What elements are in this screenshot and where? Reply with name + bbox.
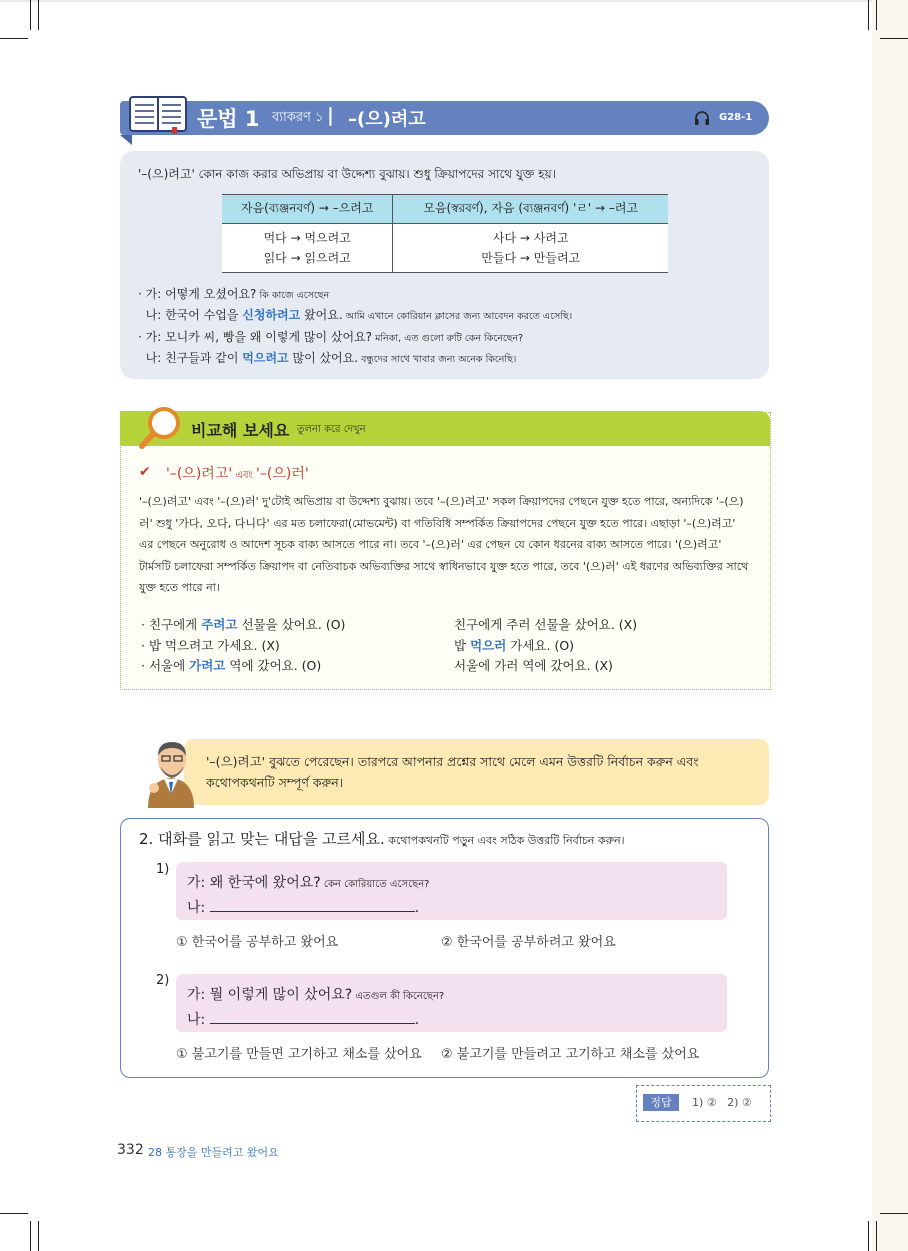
compare-example-right: 밥 먹으러 가세요. (O) xyxy=(454,638,575,653)
answer-blank[interactable] xyxy=(210,897,415,912)
compare-subtitle: তুলনা করে দেখুন xyxy=(297,424,366,435)
table-header: 자음(ব্যঞ্জনবর্ণ) → –으려고 xyxy=(222,195,393,224)
example-line: 나: 한국어 수업을 신청하려고 왔어요. আমি এখানে কোরিয়ান ক্লাসের জন্য আবেদন করতে এসেছি। xyxy=(138,308,573,322)
page-title: 문법 1 xyxy=(197,107,260,131)
page-margin-strip xyxy=(872,0,908,1251)
conjugation-table xyxy=(222,194,668,273)
table-cell: 먹다 → 먹으려고 읽다 → 읽으려고 xyxy=(222,224,393,273)
teacher-illustration xyxy=(142,732,200,808)
answer-key-label: 정답 xyxy=(643,1094,679,1111)
compare-example-left: · 친구에게 주려고 선물을 샀어요. (O) xyxy=(141,617,346,632)
chapter-title: 28 통장을 만들려고 왔어요 xyxy=(148,1146,279,1159)
book-icon xyxy=(128,94,188,134)
exercise-title: 2. 대화를 읽고 맞는 대답을 고르세요. কথোপকথনটি পড়ুন এবং সঠিক উত্তরটি নির্বাচন করুন। xyxy=(139,830,625,848)
compare-example-left: · 밥 먹으려고 가세요. (X) xyxy=(141,638,280,653)
option-1[interactable]: ① 한국어를 공부하고 왔어요 xyxy=(176,935,339,950)
compare-explanation: '–(으)려고' এবং '–(으)러' দু'টোই অভিপ্রায় বা উদ্দেশ্য বুঝায়। তবে '–(으)려고' সকল ক্রিয়াপদের পেছনে যুক্ত হতে পারে, অন্যদিকে '–(으)러' শুধু '가다, 오다, 다니다' এর মত চলাফেরা(মোভমেন্ট) বা গতিবিধি সম্পর্কিত ক্রিয়াপদের পেছনে যুক্ত হতে পারে। এছাড়া '–(으)려고' এর পেছনে অনুরোধ ও আদেশ সূচক বাক্য আসতে পারে না। তবে '–(으)러' এর পেছন যে কোন ধরনের বাক্য আসতে পারে। '(으)려고' টার্মসটি চলাফেরা সম্পর্কিত ক্রিয়াপদ বা নেতিবাচক অভিব্যক্তির সাথে স্বাধিনভাবে যুক্ত হতে পারে, তবে '(으)러' এই ধরণের অভিব্যক্তির সাথে যুক্ত হতে পারে না। xyxy=(139,495,749,594)
check-icon: ✔ xyxy=(139,464,151,480)
example-line: 나: 친구들과 같이 먹으려고 많이 샀어요. বন্ধুদের সাথে খাবার জন্য অনেক কিনেছি। xyxy=(138,351,517,365)
compare-example-left: · 서울에 가려고 역에 갔어요. (O) xyxy=(141,658,322,673)
compare-title: 비교해 보세요 xyxy=(191,421,290,440)
dialogue-answer: 나: . xyxy=(187,1009,419,1029)
answer-key-value: 1) ② 2) ② xyxy=(692,1096,752,1109)
page-subtitle: ব্যাকরণ ১ xyxy=(272,110,324,125)
answer-blank[interactable] xyxy=(210,1009,415,1024)
dialogue-question: 가: 뭘 이렇게 많이 샀어요? এতগুল কী কিনেছেন? xyxy=(187,987,445,1003)
grammar-pattern: –(으)려고 xyxy=(348,109,426,130)
compare-example-right: 서울에 가러 역에 갔어요. (X) xyxy=(454,658,613,673)
title-separator: | xyxy=(327,104,334,126)
compare-example-right: 친구에게 주러 선물을 샀어요. (X) xyxy=(454,617,638,632)
dialogue-question: 가: 왜 한국에 왔어요? কেন কোরিয়াতে এসেছেন? xyxy=(187,875,430,891)
example-line: · 가: 어떻게 오셨어요? কি কাজে এসেছেন xyxy=(138,287,330,301)
option-2[interactable]: ② 불고기를 만들려고 고기하고 채소를 샀어요 xyxy=(441,1047,700,1062)
top-border xyxy=(0,0,908,2)
option-2[interactable]: ② 한국어를 공부하려고 왔어요 xyxy=(441,935,616,950)
compare-topic: '–(으)려고' এবং '–(으)러' xyxy=(166,466,309,482)
magnifier-icon xyxy=(138,405,184,451)
instruction-text: '–(으)려고' বুঝতে পেরেছেন। তারপরে আপনার প্রশ্নের সাথে মেলে এমন উত্তরটি নির্বাচন করুন এবং কথোপকথনটি সম্পূর্ণ করুন। xyxy=(206,754,699,790)
example-line: · 가: 모니카 씨, 빵을 왜 이렇게 많이 샀어요? মনিকা, এত গুলো রুটি কেন কিনেছেন? xyxy=(138,330,524,344)
dialogue-answer: 나: . xyxy=(187,897,419,917)
grammar-description: '–(으)려고' কোন কাজ করার অভিপ্রায় বা উদ্দেশ্য বুঝায়। শুধু ক্রিয়াপদের সাথে যুক্ত হয়। xyxy=(138,167,556,181)
header-fold xyxy=(120,135,132,145)
question-number: 1) xyxy=(156,862,170,877)
headphones-icon[interactable] xyxy=(694,110,710,126)
option-1[interactable]: ① 불고기를 만들면 고기하고 채소를 샀어요 xyxy=(176,1047,422,1062)
question-number: 2) xyxy=(156,973,170,988)
audio-track-code[interactable]: G28-1 xyxy=(719,112,753,123)
page-number: 332 xyxy=(117,1142,144,1158)
table-cell: 사다 → 사려고 만들다 → 만들려고 xyxy=(393,224,668,273)
table-header: 모음(স্বরবর্ণ), 자음 (ব্যঞ্জনবর্ণ) 'ㄹ' → –려고 xyxy=(393,195,668,224)
